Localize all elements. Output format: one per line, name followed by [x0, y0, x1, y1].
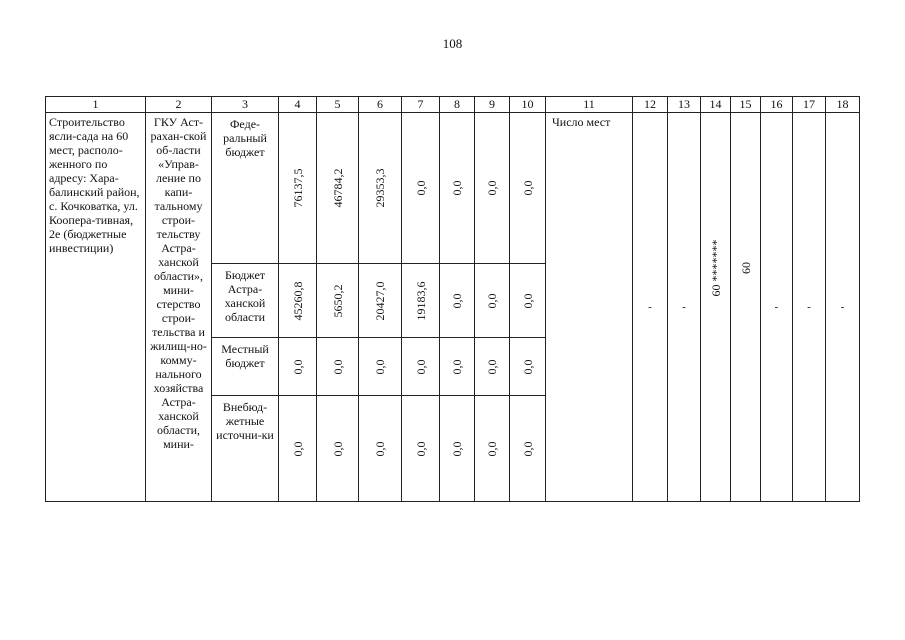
indicator-name: Число мест — [546, 113, 633, 502]
target-value: 60 — [738, 262, 753, 275]
value: 0,0 — [485, 293, 499, 308]
target-value: 60 ******* — [708, 239, 723, 297]
header-cell: 1 — [46, 97, 146, 113]
value: 0,0 — [520, 359, 535, 374]
value: 0,0 — [450, 180, 464, 196]
target-cell — [701, 113, 731, 502]
target-cell — [826, 113, 860, 502]
value: 0,0 — [330, 359, 345, 374]
value-cell — [279, 338, 317, 396]
investment-table — [45, 96, 860, 502]
value: 0,0 — [330, 441, 345, 456]
value: 0,0 — [520, 441, 535, 456]
value: 0,0 — [485, 441, 499, 456]
value-cell — [279, 113, 317, 264]
value-cell — [510, 396, 546, 502]
value: 0,0 — [373, 359, 387, 374]
value: 46784,2 — [330, 168, 345, 208]
value: 19183,6 — [413, 281, 428, 320]
target-value: - — [774, 301, 779, 313]
value: 0,0 — [450, 293, 464, 308]
target-cell — [793, 113, 826, 502]
value-cell — [279, 396, 317, 502]
project-name: Строительство ясли-сада на 60 мест, располо-женного по адресу: Хара-балинский район, с. Кочковатка, ул. Коопера-тивная, 2е (бюджетные инвестиции) — [46, 113, 146, 502]
target-value: - — [840, 301, 845, 313]
value-cell — [475, 113, 510, 264]
value: 0,0 — [413, 359, 428, 374]
target-cell — [731, 113, 761, 502]
value-cell — [359, 264, 402, 338]
target-cell — [668, 113, 701, 502]
value-cell — [317, 264, 359, 338]
header-cell: 15 — [731, 97, 761, 113]
header-cell: 13 — [668, 97, 701, 113]
funding-source: Феде-ральный бюджет — [212, 113, 279, 264]
header-row — [46, 97, 860, 113]
header-cell: 11 — [546, 97, 633, 113]
value: 0,0 — [450, 359, 464, 374]
header-cell: 18 — [826, 97, 860, 113]
funding-source: Местный бюджет — [212, 338, 279, 396]
value-cell — [440, 113, 475, 264]
value-cell — [359, 396, 402, 502]
value: 0,0 — [373, 441, 387, 456]
value: 76137,5 — [290, 168, 305, 208]
value-cell — [510, 113, 546, 264]
header-cell: 8 — [440, 97, 475, 113]
header-cell: 12 — [633, 97, 668, 113]
value-cell — [440, 264, 475, 338]
value-cell — [402, 338, 440, 396]
value: 0,0 — [450, 441, 464, 456]
value-cell — [440, 396, 475, 502]
value: 20427,0 — [373, 281, 387, 320]
value: 0,0 — [290, 359, 305, 374]
header-cell: 10 — [510, 97, 546, 113]
value-cell — [475, 396, 510, 502]
header-cell: 3 — [212, 97, 279, 113]
target-value: - — [648, 301, 652, 313]
funding-source: Внебюд-жетные источни-ки — [212, 396, 279, 502]
value: 0,0 — [413, 180, 428, 196]
value: 29353,3 — [373, 168, 387, 208]
value-cell — [475, 264, 510, 338]
header-cell: 4 — [279, 97, 317, 113]
value: 0,0 — [485, 180, 499, 196]
header-cell: 17 — [793, 97, 826, 113]
value: 0,0 — [413, 441, 428, 456]
value: 45260,8 — [290, 281, 305, 320]
header-cell: 9 — [475, 97, 510, 113]
header-cell: 14 — [701, 97, 731, 113]
value-cell — [359, 113, 402, 264]
header-cell: 16 — [761, 97, 793, 113]
executor: ГКУ Аст-рахан-ской об-ласти «Управ-ление по капи-тальному строи-тельству Астра-ханской области», мини-стерство строи-тельства и жилищ-но-комму-нального хозяйства Астра-ханской области, мини- — [146, 113, 212, 502]
target-cell — [633, 113, 668, 502]
value-cell — [279, 264, 317, 338]
value-cell — [317, 113, 359, 264]
value-cell — [359, 338, 402, 396]
funding-source: Бюджет Астра-ханской области — [212, 264, 279, 338]
value-cell — [402, 396, 440, 502]
table-row — [46, 113, 860, 264]
value: 0,0 — [290, 441, 305, 456]
value-cell — [402, 264, 440, 338]
target-cell — [761, 113, 793, 502]
target-value: - — [682, 301, 686, 313]
value: 5650,2 — [330, 284, 345, 317]
value-cell — [440, 338, 475, 396]
header-cell: 5 — [317, 97, 359, 113]
value-cell — [510, 338, 546, 396]
target-value: - — [807, 301, 811, 313]
header-cell: 6 — [359, 97, 402, 113]
header-cell: 7 — [402, 97, 440, 113]
value: 0,0 — [520, 293, 535, 308]
value-cell — [475, 338, 510, 396]
value-cell — [402, 113, 440, 264]
value: 0,0 — [485, 359, 499, 374]
value-cell — [317, 338, 359, 396]
header-cell: 2 — [146, 97, 212, 113]
value-cell — [510, 264, 546, 338]
value: 0,0 — [520, 180, 535, 196]
value-cell — [317, 396, 359, 502]
page-number: 108 — [442, 36, 463, 51]
